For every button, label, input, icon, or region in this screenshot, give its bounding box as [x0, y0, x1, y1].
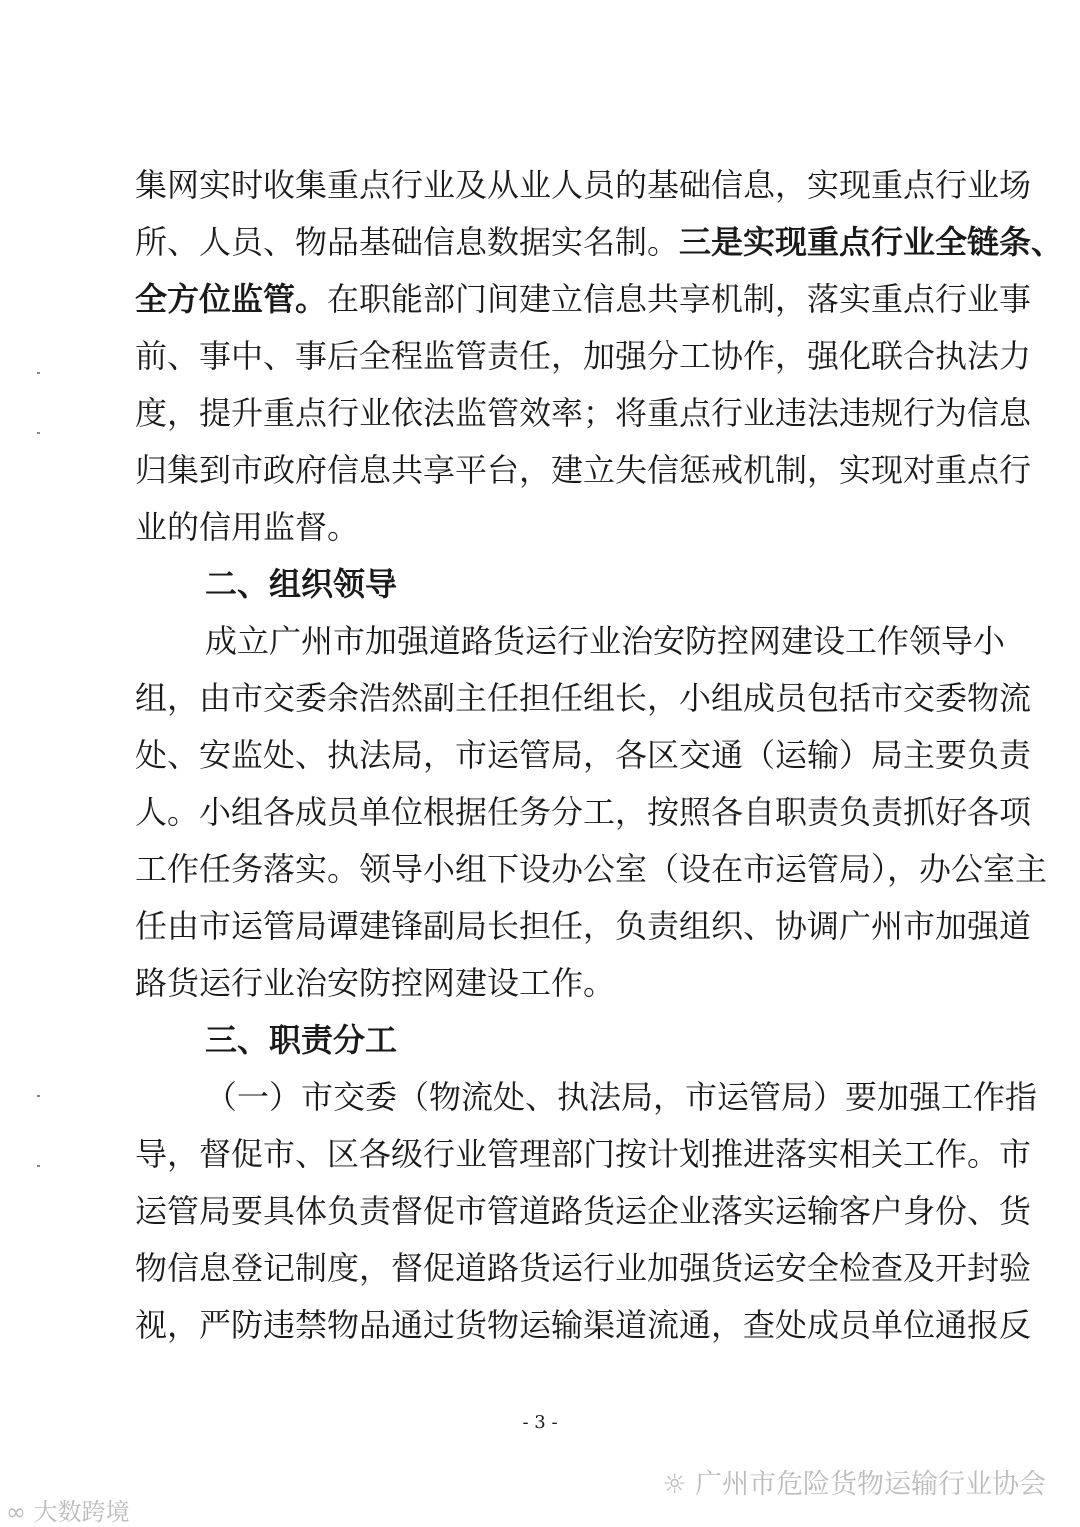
text-line: 导，督促市、区各级行业管理部门按计划推进落实相关工作。市	[135, 1135, 1032, 1173]
watermark-brand-text: 大数跨境	[33, 1498, 130, 1526]
text-span: 所、人员、物品基础信息数据实名制。	[135, 223, 680, 261]
text-line: 工作任务落实。领导小组下设办公室（设在市运管局），办公室主	[135, 850, 1048, 888]
text-line: （一）市交委（物流处、执法局，市运管局）要加强工作指	[205, 1078, 1038, 1116]
text-line: 业的信用监督。	[135, 508, 360, 546]
watermark-org	[662, 1462, 1046, 1501]
text-line: 集网实时收集重点行业及从业人员的基础信息，实现重点行业场	[135, 166, 1032, 204]
wechat-icon: ☼	[662, 1469, 687, 1500]
brand-logo-icon: ∞	[6, 1498, 26, 1526]
scan-speck	[37, 1095, 40, 1097]
text-line: 任由市运管局谭建锋副局长担任，负责组织、协调广州市加强道	[135, 907, 1032, 945]
text-line: 成立广州市加强道路货运行业治安防控网建设工作领导小	[205, 622, 1006, 660]
document-body	[135, 157, 1064, 1354]
section-heading: 二、组织领导	[205, 565, 398, 603]
bold-text: 三是实现重点行业全链条、	[679, 223, 1064, 261]
section-heading: 三、职责分工	[205, 1021, 398, 1059]
text-line: 视，严防违禁物品通过货物运输渠道流通，查处成员单位通报反	[135, 1306, 1032, 1344]
scan-speck	[37, 372, 40, 374]
text-line	[135, 271, 1032, 328]
text-line: 处、安监处、执法局，市运管局，各区交通（运输）局主要负责	[135, 736, 1032, 774]
text-line: 路货运行业治安防控网建设工作。	[135, 964, 616, 1002]
text-line: 度，提升重点行业依法监管效率；将重点行业违法违规行为信息	[135, 394, 1032, 432]
text-line: 运管局要具体负责督促市管道路货运企业落实运输客户身份、货	[135, 1192, 1032, 1230]
text-line: 归集到市政府信息共享平台，建立失信惩戒机制，实现对重点行	[135, 451, 1032, 489]
bold-text: 全方位监管。	[135, 280, 328, 318]
text-line: 前、事中、事后全程监管责任，加强分工协作，强化联合执法力	[135, 337, 1032, 375]
page-number: - 3 -	[522, 1412, 558, 1433]
scan-speck	[37, 1165, 40, 1167]
text-line: 人。小组各成员单位根据任务分工，按照各自职责负责抓好各项	[135, 793, 1032, 831]
text-line	[135, 214, 1064, 271]
text-line: 物信息登记制度，督促道路货运行业加强货运安全检查及开封验	[135, 1249, 1032, 1287]
text-line: 组，由市交委余浩然副主任担任组长，小组成员包括市交委物流	[135, 679, 1032, 717]
scan-speck	[37, 432, 40, 434]
text-span: 在职能部门间建立信息共享机制，落实重点行业事	[327, 280, 1032, 318]
watermark-brand	[6, 1492, 130, 1527]
watermark-org-text: 广州市危险货物运输行业协会	[695, 1469, 1046, 1500]
